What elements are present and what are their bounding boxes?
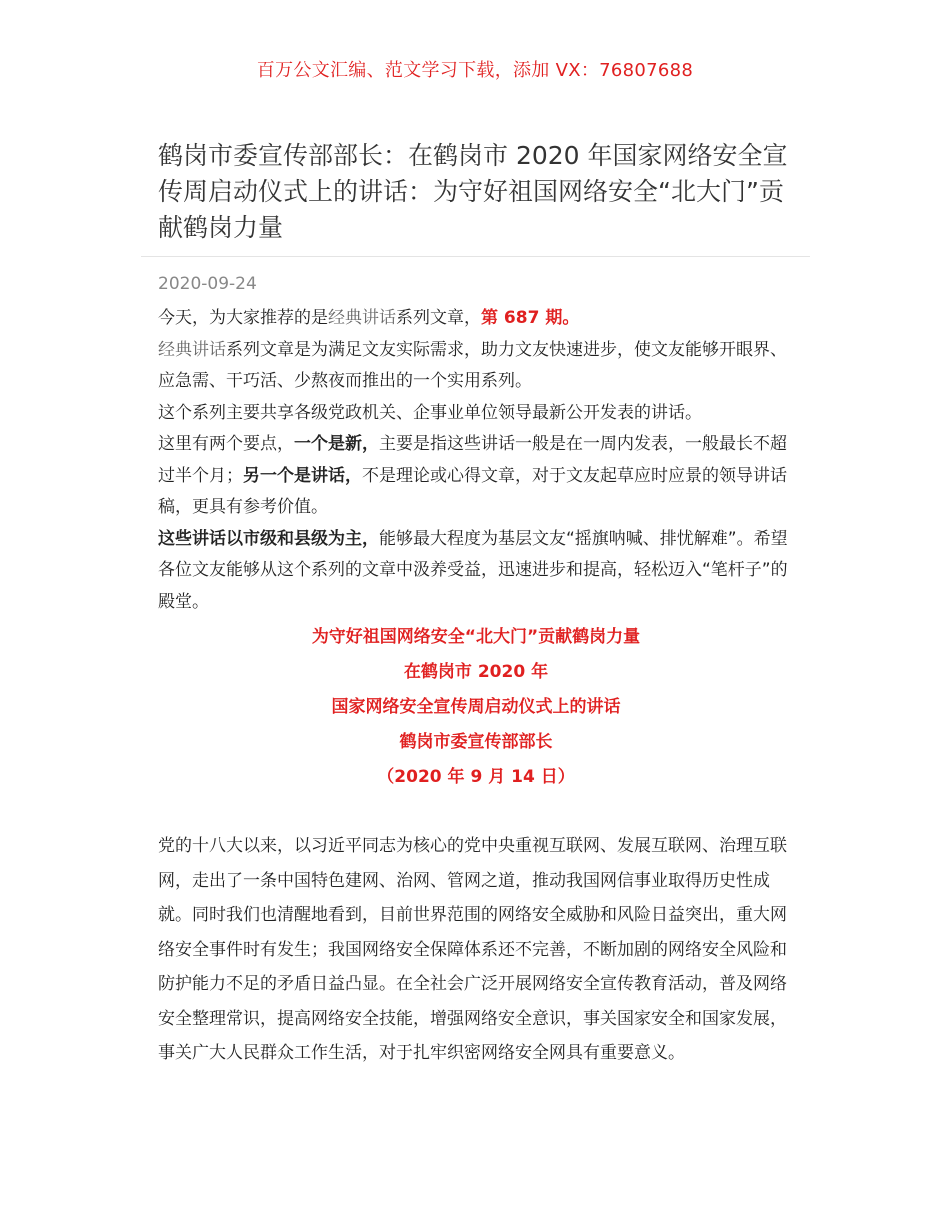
article-title: 鹤岗市委宣传部部长：在鹤岗市 2020 年国家网络安全宣传周启动仪式上的讲话：为守好祖国网络安全“北大门”贡献鹤岗力量 bbox=[158, 141, 788, 242]
speech-paragraph: 党的十八大以来，以习近平同志为核心的党中央重视互联网、发展互联网、治理互联网，走出了一条中国特色建网、治网、管网之道，推动我国网信事业取得历史性成就。同时我们也清醒地看到，目前世界范围的网络安全威胁和风险日益突出，重大网络安全事件时有发生；我国网络安全保障体系还不完善，不断加剧的网络安全风险和防护能力不足的矛盾日益凸显。在全社会广泛开展网络安全宣传教育活动，普及网络安全整理常识，提高网络安全技能，增强网络安全意识，事关国家安全和国家发展，事关广大人民群众工作生活，对于扎牢织密网络安全网具有重要意义。 bbox=[158, 836, 787, 1063]
intro-text: 主要是指这些讲话一般是在一周内发表，一般最长不超过半个月； bbox=[158, 434, 787, 486]
key-point-3: 这些讲话以市级和县级为主， bbox=[158, 528, 379, 549]
intro-text: 系列文章， bbox=[396, 308, 481, 328]
issue-number: 第 687 期。 bbox=[481, 308, 580, 328]
publish-date: 2020-09-24 bbox=[158, 274, 257, 294]
speaker: 鹤岗市委宣传部部长 bbox=[399, 732, 553, 752]
intro-paragraph-2 bbox=[158, 335, 794, 398]
key-point-1: 一个是新， bbox=[294, 434, 379, 454]
speech-occasion-line-1: 在鹤岗市 2020 年 bbox=[403, 662, 549, 682]
intro-text: 不是理论或心得文章，对于文友起草应时应景的领导讲话稿，更具有参考价值。 bbox=[158, 465, 787, 517]
speech-date: （2020 年 9 月 14 日） bbox=[377, 767, 575, 787]
intro-paragraph-4 bbox=[158, 429, 794, 524]
title-divider bbox=[141, 256, 810, 257]
intro-paragraph-3: 这个系列主要共享各级党政机关、企事业单位领导最新公开发表的讲话。 bbox=[158, 402, 702, 423]
series-name: 经典讲话 bbox=[328, 308, 396, 328]
intro-section bbox=[158, 303, 794, 618]
promo-banner: 百万公文汇编、范文学习下载，添加 VX：76807688 bbox=[256, 60, 694, 81]
intro-text: 系列文章是为满足文友实际需求，助力文友快速进步，使文友能够开眼界、应急需、干巧活、少熬夜而推出的一个实用系列。 bbox=[158, 339, 787, 391]
intro-text: 今天，为大家推荐的是 bbox=[158, 308, 328, 328]
series-name: 经典讲话 bbox=[158, 339, 226, 360]
speech-header bbox=[158, 622, 794, 797]
speech-title: 为守好祖国网络安全“北大门”贡献鹤岗力量 bbox=[311, 627, 641, 647]
intro-text: 能够最大程度为基层文友“摇旗呐喊、排忧解难”。希望各位文友能够从这个系列的文章中汲养受益，迅速进步和提高，轻松迈入“笔杆子”的殿堂。 bbox=[158, 528, 788, 612]
speech-occasion-line-2: 国家网络安全宣传周启动仪式上的讲话 bbox=[331, 697, 621, 717]
intro-paragraph-1 bbox=[158, 303, 794, 335]
intro-paragraph-5 bbox=[158, 524, 794, 619]
intro-text: 这里有两个要点， bbox=[158, 434, 294, 454]
key-point-2: 另一个是讲话， bbox=[243, 465, 362, 486]
